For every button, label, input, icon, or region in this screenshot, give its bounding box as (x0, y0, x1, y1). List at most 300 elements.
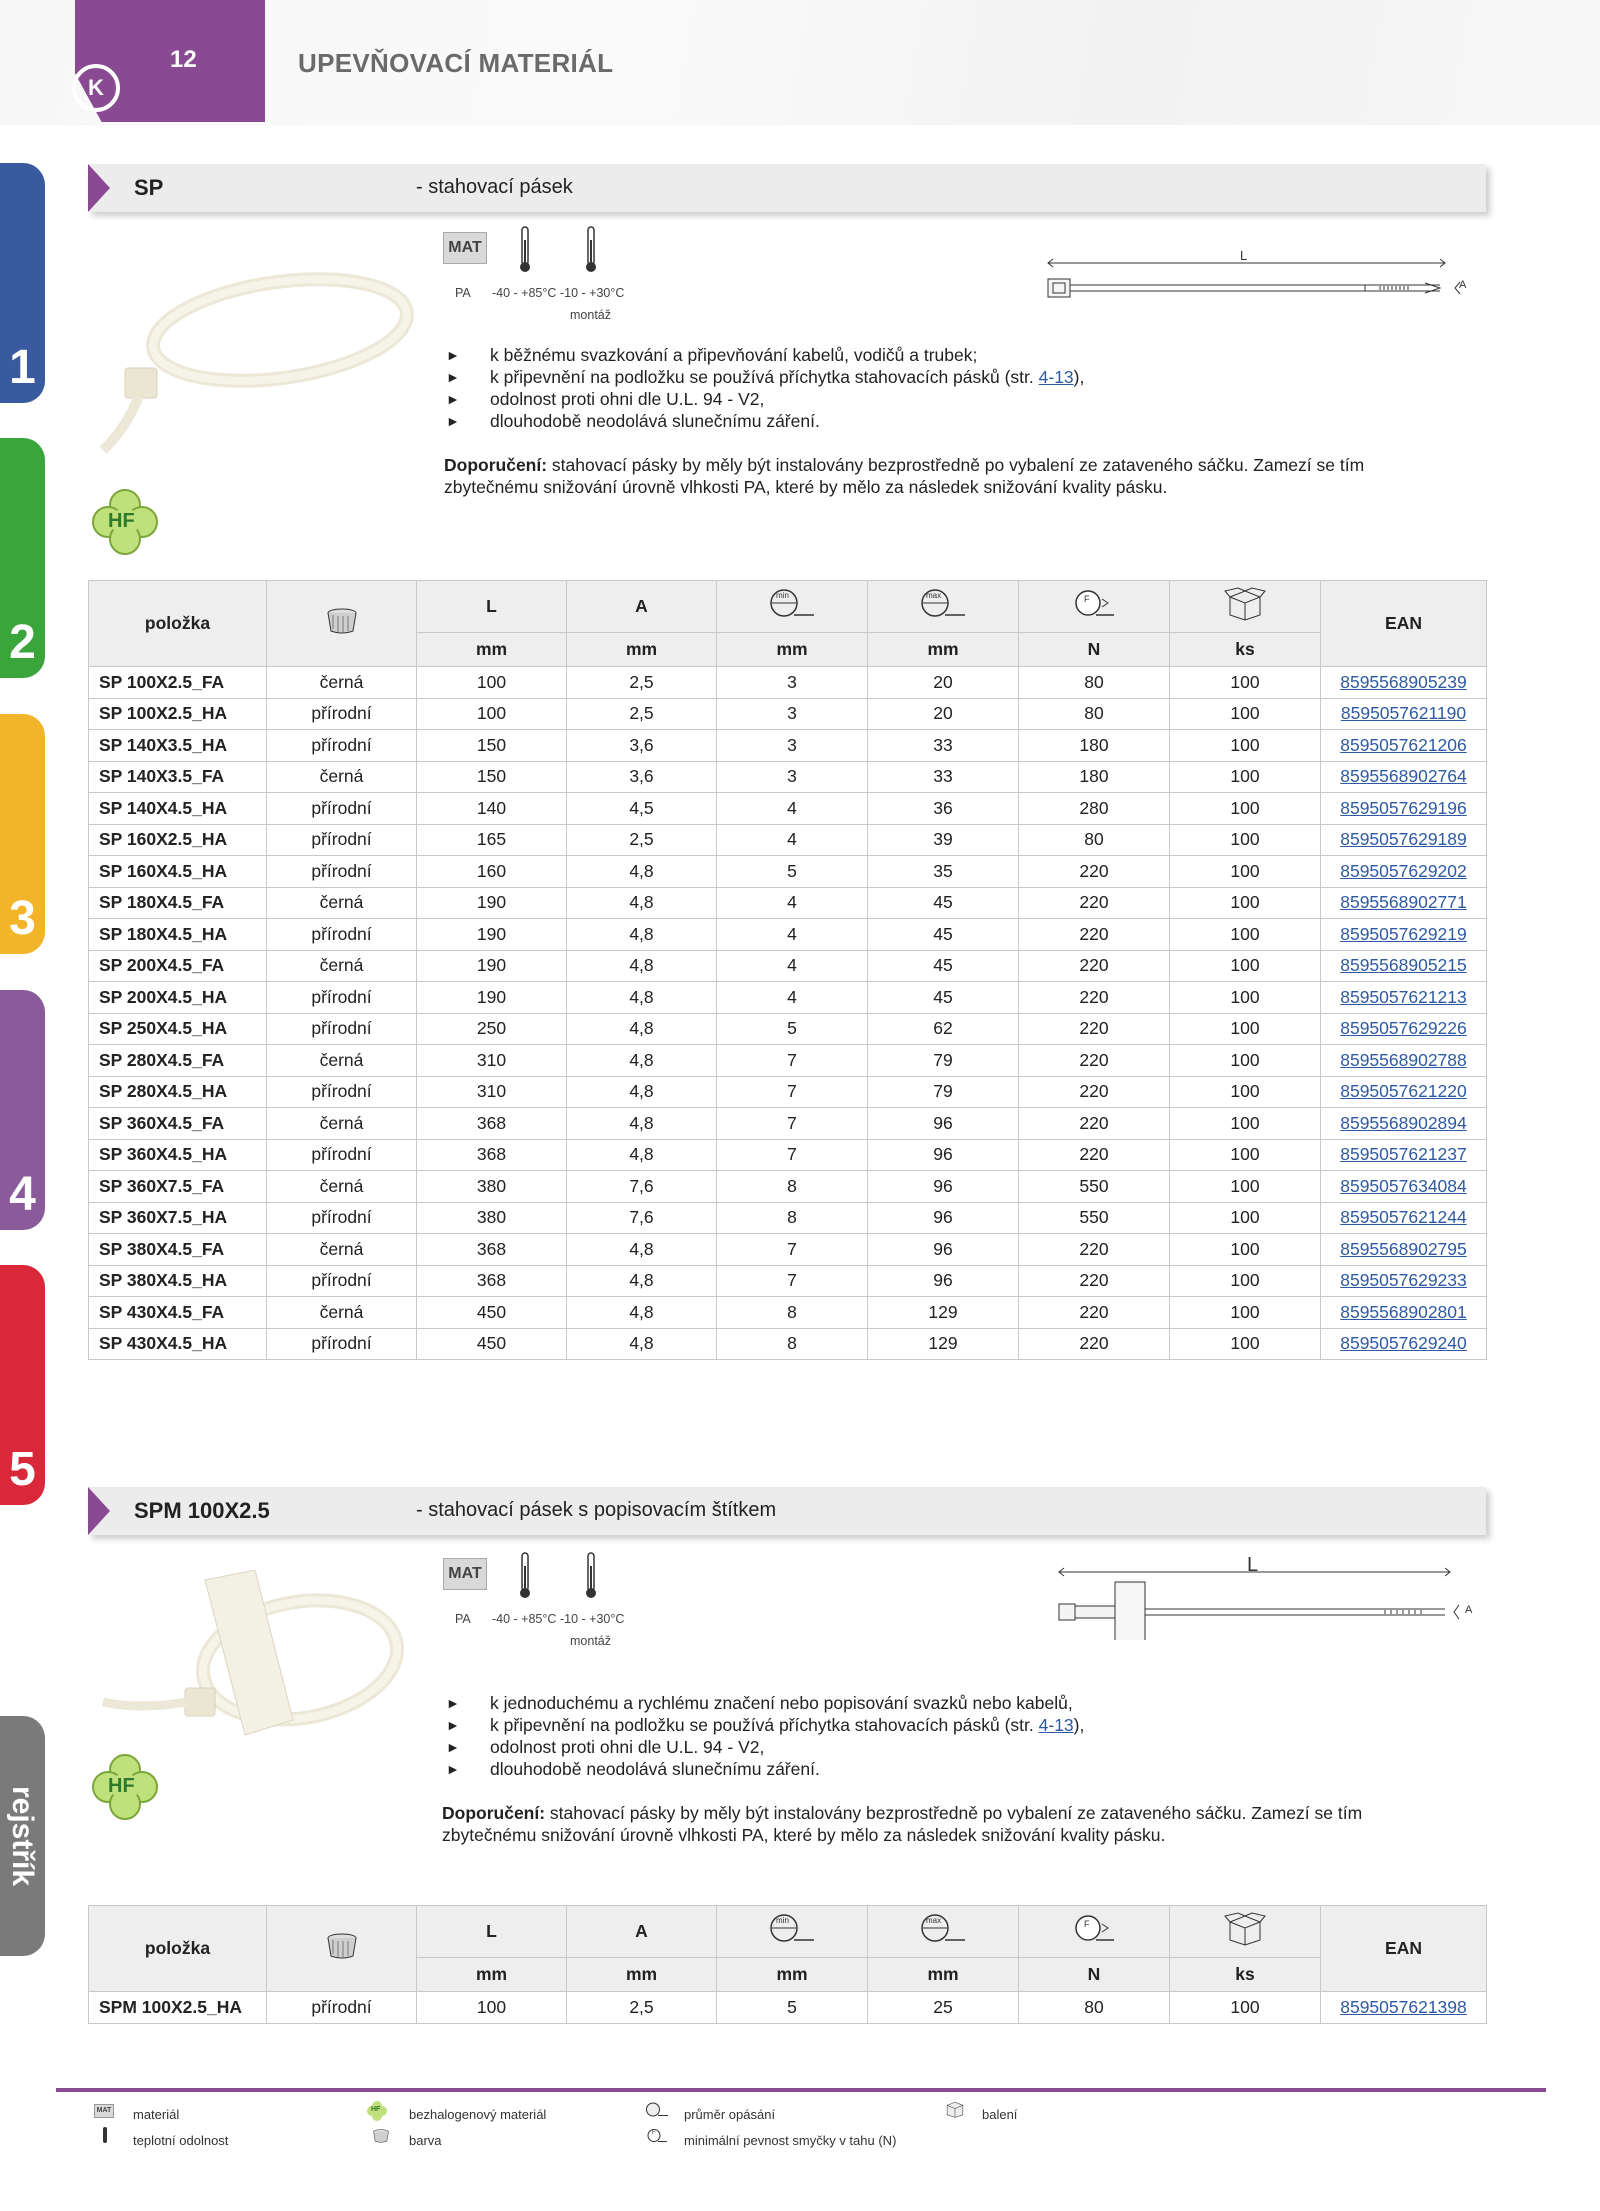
cell-strength: 80 (1019, 667, 1170, 699)
temperature-range: -40 - +85°C (492, 286, 557, 300)
list-item (446, 388, 1084, 410)
side-tab-index[interactable] (0, 1716, 45, 1956)
cell-width: 2,5 (567, 667, 717, 699)
unit-min-diameter: mm (717, 633, 868, 667)
cell-package: 100 (1170, 1234, 1321, 1266)
unit-length: mm (417, 1958, 567, 1992)
package-box-icon (1224, 587, 1266, 621)
cell-item: SP 180X4.5_FA (89, 887, 267, 919)
cell-width: 4,8 (567, 1139, 717, 1171)
ean-link[interactable]: 8595057621206 (1340, 734, 1467, 755)
cell-width: 4,8 (567, 950, 717, 982)
cell-min-diameter: 7 (717, 1108, 868, 1140)
cell-length: 160 (417, 856, 567, 888)
cell-max-diameter: 25 (868, 1992, 1019, 2024)
ean-link[interactable]: 8595057621190 (1340, 703, 1467, 724)
ean-link[interactable]: 8595057629219 (1340, 923, 1467, 944)
cell-package: 100 (1170, 919, 1321, 951)
cell-package: 100 (1170, 1265, 1321, 1297)
table-row (89, 919, 1487, 951)
cell-length: 368 (417, 1234, 567, 1266)
hf-label: HF (108, 510, 135, 532)
ean-link[interactable]: 8595057629233 (1340, 1270, 1467, 1291)
cell-strength: 220 (1019, 919, 1170, 951)
ean-link[interactable]: 8595057634084 (1340, 1175, 1467, 1196)
cell-package: 100 (1170, 1013, 1321, 1045)
temperature-mount: -10 - +30°C (560, 1612, 625, 1626)
page-link[interactable]: 4-13 (1038, 1715, 1074, 1735)
ean-link[interactable]: 8595057621220 (1340, 1081, 1467, 1102)
cell-item: SP 100X2.5_FA (89, 667, 267, 699)
cell-strength: 80 (1019, 698, 1170, 730)
list-item (446, 1714, 1084, 1736)
cell-color: přírodní (267, 1992, 417, 2024)
cell-min-diameter: 7 (717, 1045, 868, 1077)
cell-color: černá (267, 1234, 417, 1266)
table-row (89, 982, 1487, 1014)
table-row (89, 1297, 1487, 1329)
cell-package: 100 (1170, 730, 1321, 762)
side-tab-label: 1 (9, 341, 36, 394)
recommendation-note (442, 1802, 1442, 1846)
section-header-spm (88, 1487, 1486, 1535)
min-diameter-label: min (776, 1916, 789, 1925)
dimension-drawing (1045, 243, 1485, 303)
cell-strength: 550 (1019, 1202, 1170, 1234)
ean-link[interactable]: 8595057621213 (1340, 986, 1467, 1007)
ean-link[interactable]: 8595057629189 (1340, 829, 1467, 850)
table-row (89, 887, 1487, 919)
table-row (89, 1171, 1487, 1203)
cell-item: SP 100X2.5_HA (89, 698, 267, 730)
cell-length: 450 (417, 1328, 567, 1360)
unit-width: mm (567, 1958, 717, 1992)
cell-strength: 220 (1019, 856, 1170, 888)
cell-width: 7,6 (567, 1202, 717, 1234)
product-code: SP (134, 175, 164, 200)
ean-link[interactable]: 8595568905215 (1340, 955, 1467, 976)
ean-link[interactable]: 8595568902894 (1340, 1112, 1467, 1133)
column-header-item: položka (89, 581, 267, 667)
legend-material: materiál (133, 2107, 180, 2122)
thermometer-icon (518, 1552, 532, 1600)
ean-link[interactable]: 8595057629226 (1340, 1018, 1467, 1039)
cell-color: přírodní (267, 1328, 417, 1360)
side-tab-5[interactable] (0, 1265, 45, 1505)
side-tab-label: 5 (9, 1443, 36, 1496)
table-row (89, 1234, 1487, 1266)
table-row (89, 1045, 1487, 1077)
table-row (89, 667, 1487, 699)
cell-min-diameter: 8 (717, 1202, 868, 1234)
cell-min-diameter: 8 (717, 1328, 868, 1360)
cell-strength: 180 (1019, 761, 1170, 793)
side-tab-label: 2 (9, 616, 36, 669)
cell-ean (1321, 1328, 1487, 1360)
cell-length: 100 (417, 667, 567, 699)
temperature-mount: -10 - +30°C (560, 286, 625, 300)
cell-width: 2,5 (567, 698, 717, 730)
ean-link[interactable]: 8595568902801 (1340, 1301, 1467, 1322)
cell-min-diameter: 3 (717, 730, 868, 762)
bullet-text: dlouhodobě neodolává slunečnímu záření. (490, 1759, 820, 1779)
table-row (89, 793, 1487, 825)
cell-ean (1321, 1108, 1487, 1140)
cell-max-diameter: 96 (868, 1234, 1019, 1266)
halogen-free-clover-icon (90, 487, 160, 557)
cell-ean (1321, 856, 1487, 888)
cell-strength: 80 (1019, 824, 1170, 856)
cell-length: 368 (417, 1108, 567, 1140)
cell-color: černá (267, 1297, 417, 1329)
cell-ean (1321, 1045, 1487, 1077)
cable-tie-drawing (1045, 243, 1485, 303)
legend-divider (56, 2088, 1546, 2092)
ean-link[interactable]: 8595057629202 (1340, 860, 1467, 881)
cell-min-diameter: 7 (717, 1139, 868, 1171)
unit-package: ks (1170, 633, 1321, 667)
halogen-free-clover-icon (90, 1752, 160, 1822)
cell-ean (1321, 1234, 1487, 1266)
bullet-text: odolnost proti ohni dle U.L. 94 - V2, (490, 389, 765, 409)
cell-strength: 220 (1019, 1076, 1170, 1108)
cell-max-diameter: 33 (868, 730, 1019, 762)
table-body (89, 667, 1487, 1360)
cell-max-diameter: 36 (868, 793, 1019, 825)
section-marker (88, 1487, 110, 1535)
column-header-width: A (567, 581, 717, 633)
strength-label: F (1084, 594, 1090, 604)
recommendation-label: Doporučení: (444, 455, 548, 475)
table-row (89, 824, 1487, 856)
legend-hf-label: HF (371, 2106, 381, 2113)
cell-min-diameter: 4 (717, 919, 868, 951)
ean-link[interactable]: 8595568902795 (1340, 1238, 1467, 1259)
cell-ean (1321, 824, 1487, 856)
cell-min-diameter: 4 (717, 982, 868, 1014)
cell-ean (1321, 1171, 1487, 1203)
feature-list (446, 1692, 1084, 1780)
cell-max-diameter: 96 (868, 1108, 1019, 1140)
cell-item: SP 430X4.5_FA (89, 1297, 267, 1329)
cell-color: černá (267, 1045, 417, 1077)
unit-strength: N (1019, 1958, 1170, 1992)
chapter-title: UPEVŇOVACÍ MATERIÁL (298, 48, 614, 78)
dimension-label-a: A (1459, 279, 1467, 291)
unit-max-diameter: mm (868, 1958, 1019, 1992)
cell-color: přírodní (267, 1013, 417, 1045)
ean-link[interactable]: 8595568902764 (1340, 766, 1467, 787)
thermometer-icon (102, 2127, 108, 2145)
min-bundle-diameter-icon (768, 1912, 816, 1946)
cell-length: 190 (417, 982, 567, 1014)
unit-max-diameter: mm (868, 633, 1019, 667)
cell-item: SP 430X4.5_HA (89, 1328, 267, 1360)
column-header-color (267, 581, 417, 667)
ean-link[interactable]: 8595057621237 (1340, 1144, 1467, 1165)
cell-color: černá (267, 950, 417, 982)
cell-ean (1321, 793, 1487, 825)
cell-length: 165 (417, 824, 567, 856)
table-row (89, 1328, 1487, 1360)
cell-width: 3,6 (567, 730, 717, 762)
column-header-max-diameter (868, 1906, 1019, 1958)
side-tab-4[interactable] (0, 990, 45, 1230)
cell-item: SP 280X4.5_HA (89, 1076, 267, 1108)
cell-width: 3,6 (567, 761, 717, 793)
product-description: - stahovací pásek (416, 176, 573, 198)
cell-package: 100 (1170, 887, 1321, 919)
cell-max-diameter: 129 (868, 1297, 1019, 1329)
cell-color: černá (267, 887, 417, 919)
cell-color: přírodní (267, 824, 417, 856)
cell-ean (1321, 1139, 1487, 1171)
table-row (89, 761, 1487, 793)
cell-strength: 220 (1019, 1265, 1170, 1297)
brand-logo (72, 64, 120, 112)
list-item (446, 366, 1084, 388)
page-link[interactable]: 4-13 (1038, 367, 1074, 387)
cell-color: přírodní (267, 793, 417, 825)
table-row (89, 950, 1487, 982)
recommendation-text: stahovací pásky by měly být instalovány bezprostředně po vybalení ze zataveného sáčku. Zamezí se tím zbytečnému snižování úrovně vlhkosti PA, které by mělo za následek snižování kvality pásku. (442, 1803, 1363, 1845)
cell-min-diameter: 5 (717, 1992, 868, 2024)
cell-width: 4,5 (567, 793, 717, 825)
strength-shape (1070, 587, 1118, 621)
loop-tensile-strength-icon (1070, 1912, 1118, 1946)
dimension-label-a: A (1465, 1604, 1473, 1616)
cell-strength: 220 (1019, 1297, 1170, 1329)
cell-item: SP 180X4.5_HA (89, 919, 267, 951)
cell-min-diameter: 4 (717, 793, 868, 825)
ean-link[interactable]: 8595057621244 (1340, 1207, 1467, 1228)
ean-link[interactable]: 8595568905239 (1340, 671, 1467, 692)
cell-max-diameter: 20 (868, 667, 1019, 699)
marker-tie-drawing (1045, 1554, 1485, 1640)
cell-item: SP 160X4.5_HA (89, 856, 267, 888)
side-tab-1[interactable] (0, 163, 45, 403)
cell-width: 4,8 (567, 856, 717, 888)
cell-strength: 220 (1019, 1108, 1170, 1140)
recommendation-text: stahovací pásky by měly být instalovány bezprostředně po vybalení ze zataveného sáčku. Zamezí se tím zbytečnému snižování úrovně vlhkosti PA, které by mělo za následek snižování kvality pásku. (444, 455, 1365, 497)
cell-max-diameter: 79 (868, 1045, 1019, 1077)
table-row (89, 1013, 1487, 1045)
cell-package: 100 (1170, 1328, 1321, 1360)
table-body (89, 1992, 1487, 2024)
package-box-icon (1224, 1912, 1266, 1946)
max-bundle-diameter-icon (919, 587, 967, 621)
cell-width: 4,8 (567, 982, 717, 1014)
list-item (446, 410, 1084, 432)
ean-link[interactable]: 8595568902788 (1340, 1049, 1467, 1070)
ean-link[interactable]: 8595568902771 (1340, 892, 1467, 913)
cell-width: 4,8 (567, 919, 717, 951)
side-tab-3[interactable] (0, 714, 45, 954)
cell-strength: 220 (1019, 887, 1170, 919)
table-row (89, 730, 1487, 762)
table-row (89, 1992, 1487, 2024)
cell-min-diameter: 7 (717, 1234, 868, 1266)
cell-color: přírodní (267, 730, 417, 762)
cell-min-diameter: 4 (717, 950, 868, 982)
ean-link[interactable]: 8595057629240 (1340, 1333, 1467, 1354)
unit-strength: N (1019, 633, 1170, 667)
column-header-length: L (417, 581, 567, 633)
cell-color: černá (267, 1171, 417, 1203)
cell-ean (1321, 982, 1487, 1014)
cell-strength: 80 (1019, 1992, 1170, 2024)
ean-link[interactable]: 8595057621398 (1340, 1996, 1467, 2017)
cell-item: SP 140X3.5_FA (89, 761, 267, 793)
mount-label: montáž (570, 1634, 611, 1648)
strength-shape (645, 2126, 669, 2146)
unit-package: ks (1170, 1958, 1321, 1992)
column-header-strength (1019, 1906, 1170, 1958)
cell-package: 100 (1170, 667, 1321, 699)
cell-length: 190 (417, 887, 567, 919)
strength-label: F (1084, 1919, 1090, 1929)
table-row (89, 1108, 1487, 1140)
cell-length: 368 (417, 1139, 567, 1171)
max-bundle-diameter-icon (919, 1912, 967, 1946)
cell-min-diameter: 3 (717, 698, 868, 730)
column-header-strength (1019, 581, 1170, 633)
dimension-label-l: L (1240, 248, 1248, 263)
cell-length: 190 (417, 950, 567, 982)
cell-package: 100 (1170, 1171, 1321, 1203)
column-header-length: L (417, 1906, 567, 1958)
cell-length: 100 (417, 698, 567, 730)
cell-min-diameter: 4 (717, 887, 868, 919)
cell-item: SP 360X4.5_HA (89, 1139, 267, 1171)
cell-max-diameter: 96 (868, 1202, 1019, 1234)
cell-ean (1321, 761, 1487, 793)
loop-tensile-strength-icon (645, 2126, 669, 2146)
cell-package: 100 (1170, 1108, 1321, 1140)
material-value: PA (455, 1612, 471, 1626)
column-header-item: položka (89, 1906, 267, 1992)
cell-max-diameter: 39 (868, 824, 1019, 856)
section-header-sp (88, 164, 1486, 212)
cell-item: SP 380X4.5_HA (89, 1265, 267, 1297)
cell-package: 100 (1170, 761, 1321, 793)
cell-min-diameter: 4 (717, 824, 868, 856)
cell-width: 4,8 (567, 887, 717, 919)
unit-width: mm (567, 633, 717, 667)
bullet-text: k připevnění na podložku se používá příchytka stahovacích pásků (str. (490, 1715, 1039, 1735)
package-box-icon (944, 2100, 966, 2118)
cell-item: SP 360X7.5_HA (89, 1202, 267, 1234)
cell-item: SP 200X4.5_FA (89, 950, 267, 982)
cell-min-diameter: 5 (717, 856, 868, 888)
column-header-color (267, 1906, 417, 1992)
cell-ean (1321, 919, 1487, 951)
cell-max-diameter: 96 (868, 1139, 1019, 1171)
cell-package: 100 (1170, 1992, 1321, 2024)
bullet-text: odolnost proti ohni dle U.L. 94 - V2, (490, 1737, 765, 1757)
legend-temperature: teplotní odolnost (133, 2133, 229, 2148)
mat-label: MAT (448, 1565, 482, 1582)
thermometer-icon (584, 226, 598, 274)
cell-package: 100 (1170, 950, 1321, 982)
cell-ean (1321, 1202, 1487, 1234)
column-header-max-diameter (868, 581, 1019, 633)
cell-package: 100 (1170, 824, 1321, 856)
logo-letter: K (88, 75, 104, 100)
side-tab-2[interactable] (0, 438, 45, 678)
thermometer-icon (584, 1552, 598, 1600)
table-row (89, 1139, 1487, 1171)
table-row (89, 1202, 1487, 1234)
cell-item: SP 250X4.5_HA (89, 1013, 267, 1045)
max-diameter-label: max (926, 591, 942, 600)
bundle-diameter-icon (645, 2100, 669, 2120)
legend-color: barva (409, 2133, 442, 2148)
cell-length: 140 (417, 793, 567, 825)
cell-strength: 220 (1019, 1013, 1170, 1045)
legend-mat-label: MAT (96, 2107, 112, 2114)
recommendation-note (444, 454, 1444, 498)
cell-package: 100 (1170, 982, 1321, 1014)
column-header-ean: EAN (1321, 1906, 1487, 1992)
legend-strength: minimální pevnost smyčky v tahu (N) (684, 2133, 897, 2148)
cell-package: 100 (1170, 1297, 1321, 1329)
cell-max-diameter: 45 (868, 919, 1019, 951)
table-row (89, 1076, 1487, 1108)
list-item (446, 344, 1084, 366)
cell-ean (1321, 1013, 1487, 1045)
thermometer-icon (518, 226, 532, 274)
cell-strength: 220 (1019, 1045, 1170, 1077)
cell-ean (1321, 950, 1487, 982)
color-cup-icon (372, 2128, 390, 2144)
product-table-sp (88, 580, 1487, 1360)
table-row (89, 1265, 1487, 1297)
cell-min-diameter: 8 (717, 1297, 868, 1329)
cell-max-diameter: 62 (868, 1013, 1019, 1045)
cell-length: 380 (417, 1171, 567, 1203)
cell-width: 4,8 (567, 1234, 717, 1266)
cell-max-diameter: 33 (868, 761, 1019, 793)
section-marker (88, 164, 110, 212)
cell-strength: 280 (1019, 793, 1170, 825)
cell-min-diameter: 7 (717, 1265, 868, 1297)
bullet-text: k připevnění na podložku se používá příchytka stahovacích pásků (str. (490, 367, 1039, 387)
bullet-text: k běžnému svazkování a připevňování kabelů, vodičů a trubek; (490, 345, 978, 365)
cell-length: 380 (417, 1202, 567, 1234)
color-cup-icon (325, 607, 359, 635)
page-number: 12 (170, 46, 197, 73)
hf-label: HF (108, 1775, 135, 1797)
cell-ean (1321, 1076, 1487, 1108)
legend-f-label: F (652, 2130, 656, 2136)
feature-list (446, 344, 1084, 432)
cell-width: 4,8 (567, 1108, 717, 1140)
side-tab-label: 4 (9, 1168, 36, 1221)
cell-width: 4,8 (567, 1328, 717, 1360)
cable-tie-photo (95, 260, 425, 460)
column-header-min-diameter (717, 1906, 868, 1958)
ean-link[interactable]: 8595057629196 (1340, 797, 1467, 818)
product-description: - stahovací pásek s popisovacím štítkem (416, 1499, 777, 1521)
cell-max-diameter: 45 (868, 887, 1019, 919)
cell-item: SP 380X4.5_FA (89, 1234, 267, 1266)
dimension-drawing (1045, 1560, 1485, 1640)
cell-length: 150 (417, 761, 567, 793)
loop-tensile-strength-icon (1070, 587, 1118, 621)
cell-max-diameter: 96 (868, 1171, 1019, 1203)
cell-strength: 550 (1019, 1171, 1170, 1203)
